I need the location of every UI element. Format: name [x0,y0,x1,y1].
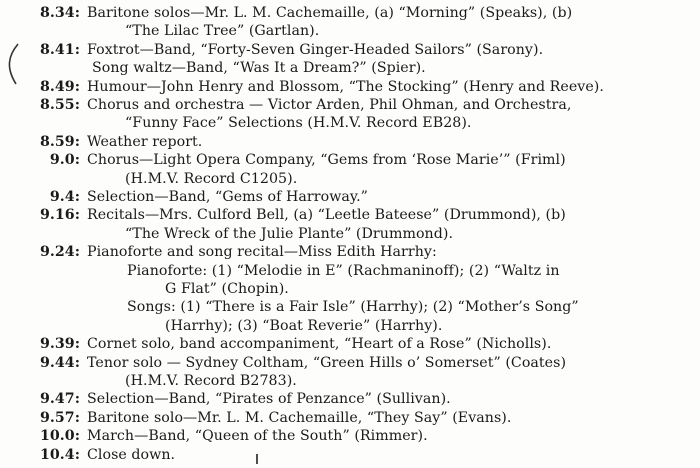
programme-entry [0,78,700,96]
entry-line: Selection—Band, “Pirates of Penzance” (Sullivan). [87,391,451,408]
entry-line: “Funny Face” Selections (H.M.V. Record EB28). [125,115,472,132]
entry-line: (Harrhy); (3) “Boat Reverie” (Harrhy). [165,317,443,334]
entry-line: Weather report. [87,133,203,150]
entry-line: Songs: (1) “There is a Fair Isle” (Harrhy); (2) “Mother’s Song” [127,299,579,316]
entry-line: (H.M.V. Record C1205). [125,170,298,187]
entry-line: “The Wreck of the Julie Plante” (Drummond). [125,225,454,242]
entry-time: 9.57: [39,409,80,426]
entry-line: (H.M.V. Record B2783). [125,373,297,389]
entry-time: 9.4: [49,189,80,205]
entry-line: Baritone solos—Mr. L. M. Cachemaille, (a) “Morning” (Speaks), (b) [87,5,573,21]
entry-continuation [0,170,700,188]
entry-line: Selection—Band, “Gems of Harroway.” [87,189,368,205]
programme-entry [0,409,700,427]
entry-line: Baritone solo—Mr. L. M. Cachemaille, “They Say” (Evans). [87,409,512,426]
entry-time: 8.55: [39,97,80,113]
programme-entry [0,4,700,22]
entry-time: 10.0: [39,428,80,445]
entry-continuation [0,298,700,316]
entry-continuation [0,22,700,40]
entry-continuation [0,262,700,280]
entry-time: 8.49: [39,78,80,95]
entry-time: 9.0: [49,152,80,169]
entry-time: 9.24: [39,244,80,261]
programme-entry [0,41,700,59]
entry-line: Foxtrot—Band, “Forty-Seven Ginger-Headed Sailors” (Sarony). [87,41,544,58]
entry-line: Pianoforte: (1) “Melodie in E” (Rachmaninoff); (2) “Waltz in [127,262,560,279]
entry-line: Cornet solo, band accompaniment, “Heart of a Rose” (Nicholls). [87,336,552,353]
entry-line: G Flat” (Chopin). [165,281,289,297]
programme-entry [0,335,700,353]
programme-entry [0,133,700,151]
entry-line: Recitals—Mrs. Culford Bell, (a) “Leetle Bateese” (Drummond), (b) [87,207,566,224]
entry-continuation [0,225,700,243]
entry-time: 10.4: [39,446,80,463]
programme-entry [0,151,700,169]
programme-entry [0,390,700,408]
entry-line: Chorus and orchestra — Victor Arden, Phil Ohman, and Orchestra, [87,97,572,113]
programme-entry [0,446,700,464]
entry-continuation [0,280,700,298]
entry-line: Pianoforte and song recital—Miss Edith Harrhy: [87,244,437,261]
entry-time: 8.59: [39,133,80,150]
programme-entry [0,96,700,114]
entry-line: “The Lilac Tree” (Gartlan). [125,23,320,40]
entry-time: 9.39: [39,336,80,353]
entry-continuation [0,114,700,132]
entry-time: 9.44: [39,354,80,371]
entry-line: Humour—John Henry and Blossom, “The Stocking” (Henry and Reeve). [87,78,604,95]
entry-time: 8.41: [39,41,80,58]
programme-entry [0,427,700,445]
entry-line: Song waltz—Band, “Was It a Dream?” (Spier). [92,60,426,77]
entry-continuation [0,59,700,77]
programme-entry [0,188,700,206]
entry-time: 9.47: [39,391,80,408]
programme-entry [0,206,700,224]
entry-time: 8.34: [39,5,80,21]
programme-entry [0,354,700,372]
entry-continuation [0,372,700,390]
entry-continuation [0,317,700,335]
entry-line: Chorus—Light Opera Company, “Gems from ‘Rose Marie’” (Friml) [87,152,566,169]
entry-line: March—Band, “Queen of the South” (Rimmer). [87,428,428,445]
programme-entry [0,243,700,261]
entry-line: Close down. [87,446,176,463]
entry-time: 9.16: [39,207,80,224]
entry-line: Tenor solo — Sydney Coltham, “Green Hills o’ Somerset” (Coates) [87,354,567,371]
